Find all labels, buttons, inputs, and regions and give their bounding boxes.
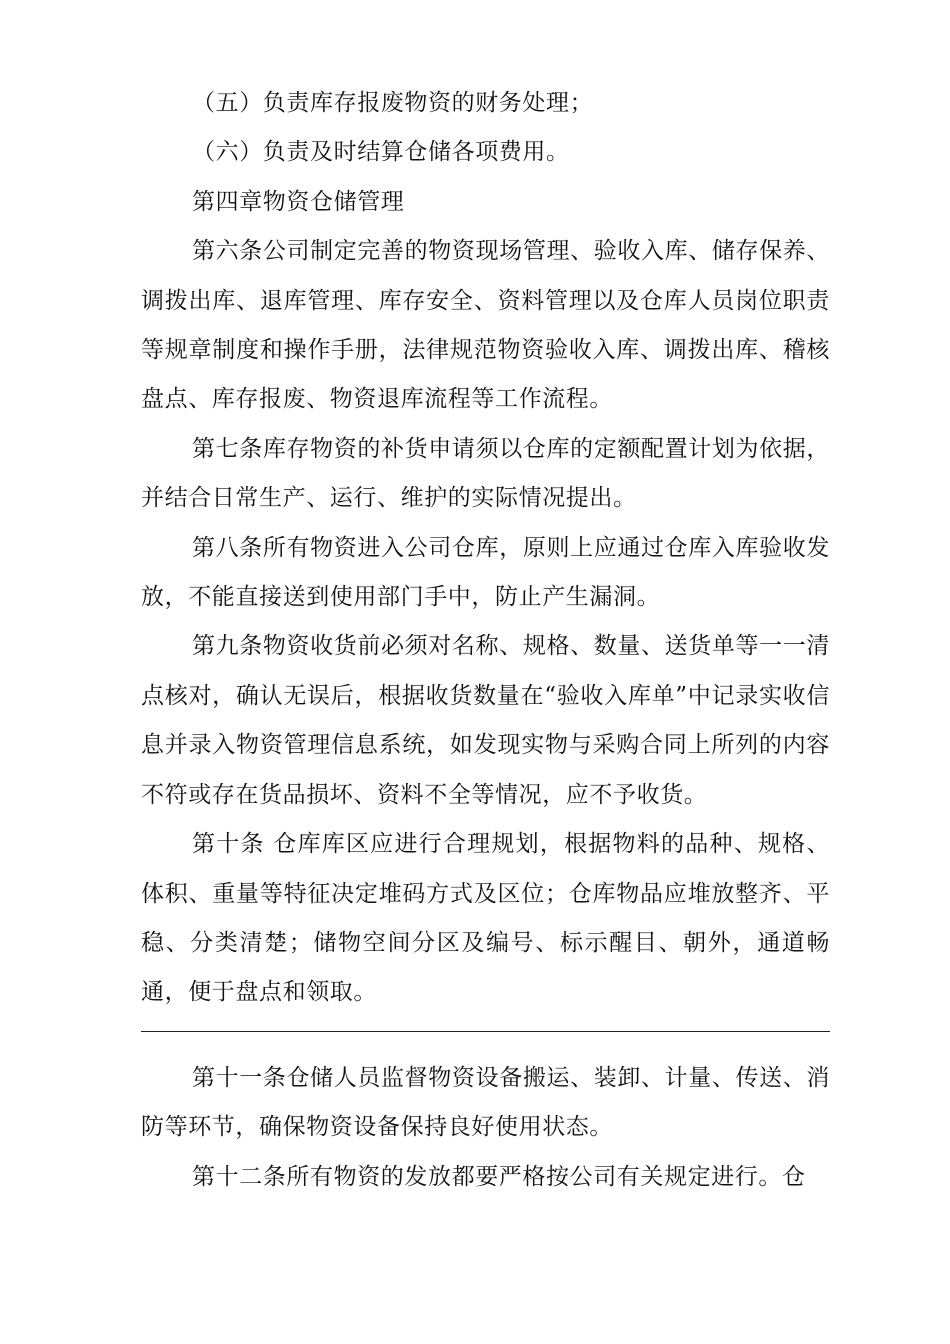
article-6: 第六条公司制定完善的物资现场管理、验收入库、储存保养、调拨出库、退库管理、库存安全、资料管理以及仓库人员岗位职责等规章制度和操作手册，法律规范物资验收入库、调拨出库、稽核盘点、库存报废、物资退库流程等工作流程。: [141, 238, 830, 413]
article-9: 第九条物资收货前必须对名称、规格、数量、送货单等一一清点核对，确认无误后，根据收货数量在“验收入库单”中记录实收信息并录入物资管理信息系统，如发现实物与采购合同上所列的内容不符或存在货品损坏、资料不全等情况，应不予收货。: [141, 633, 830, 808]
horizontal-divider: [141, 1031, 830, 1032]
article-10: 第十条 仓库库区应进行合理规划，根据物料的品种、规格、体积、重量等特征决定堆码方式及区位；仓库物品应堆放整齐、平稳、分类清楚；储物空间分区及编号、标示醒目、朝外，通道畅通，便于盘点和领取。: [141, 831, 830, 1006]
article-7: 第七条库存物资的补货申请须以仓库的定额配置计划为依据，并结合日常生产、运行、维护的实际情况提出。: [141, 435, 830, 512]
article-8: 第八条所有物资进入公司仓库，原则上应通过仓库入库验收发放，不能直接送到使用部门手中，防止产生漏洞。: [141, 534, 830, 611]
top-text-section: [141, 79, 830, 1018]
article-11: 第十一条仓储人员监督物资设备搬运、装卸、计量、传送、消防等环节，确保物资设备保持良好使用状态。: [141, 1065, 830, 1141]
article-12: 第十二条所有物资的发放都要严格按公司有关规定进行。仓: [192, 1163, 806, 1190]
paragraph-item-6: （六）负责及时结算仓储各项费用。: [192, 139, 570, 166]
bottom-text-section: [141, 1054, 830, 1202]
chapter-heading: 第四章物资仓储管理: [192, 188, 405, 215]
paragraph-item-5: （五）负责库存报废物资的财务处理；: [192, 90, 594, 116]
